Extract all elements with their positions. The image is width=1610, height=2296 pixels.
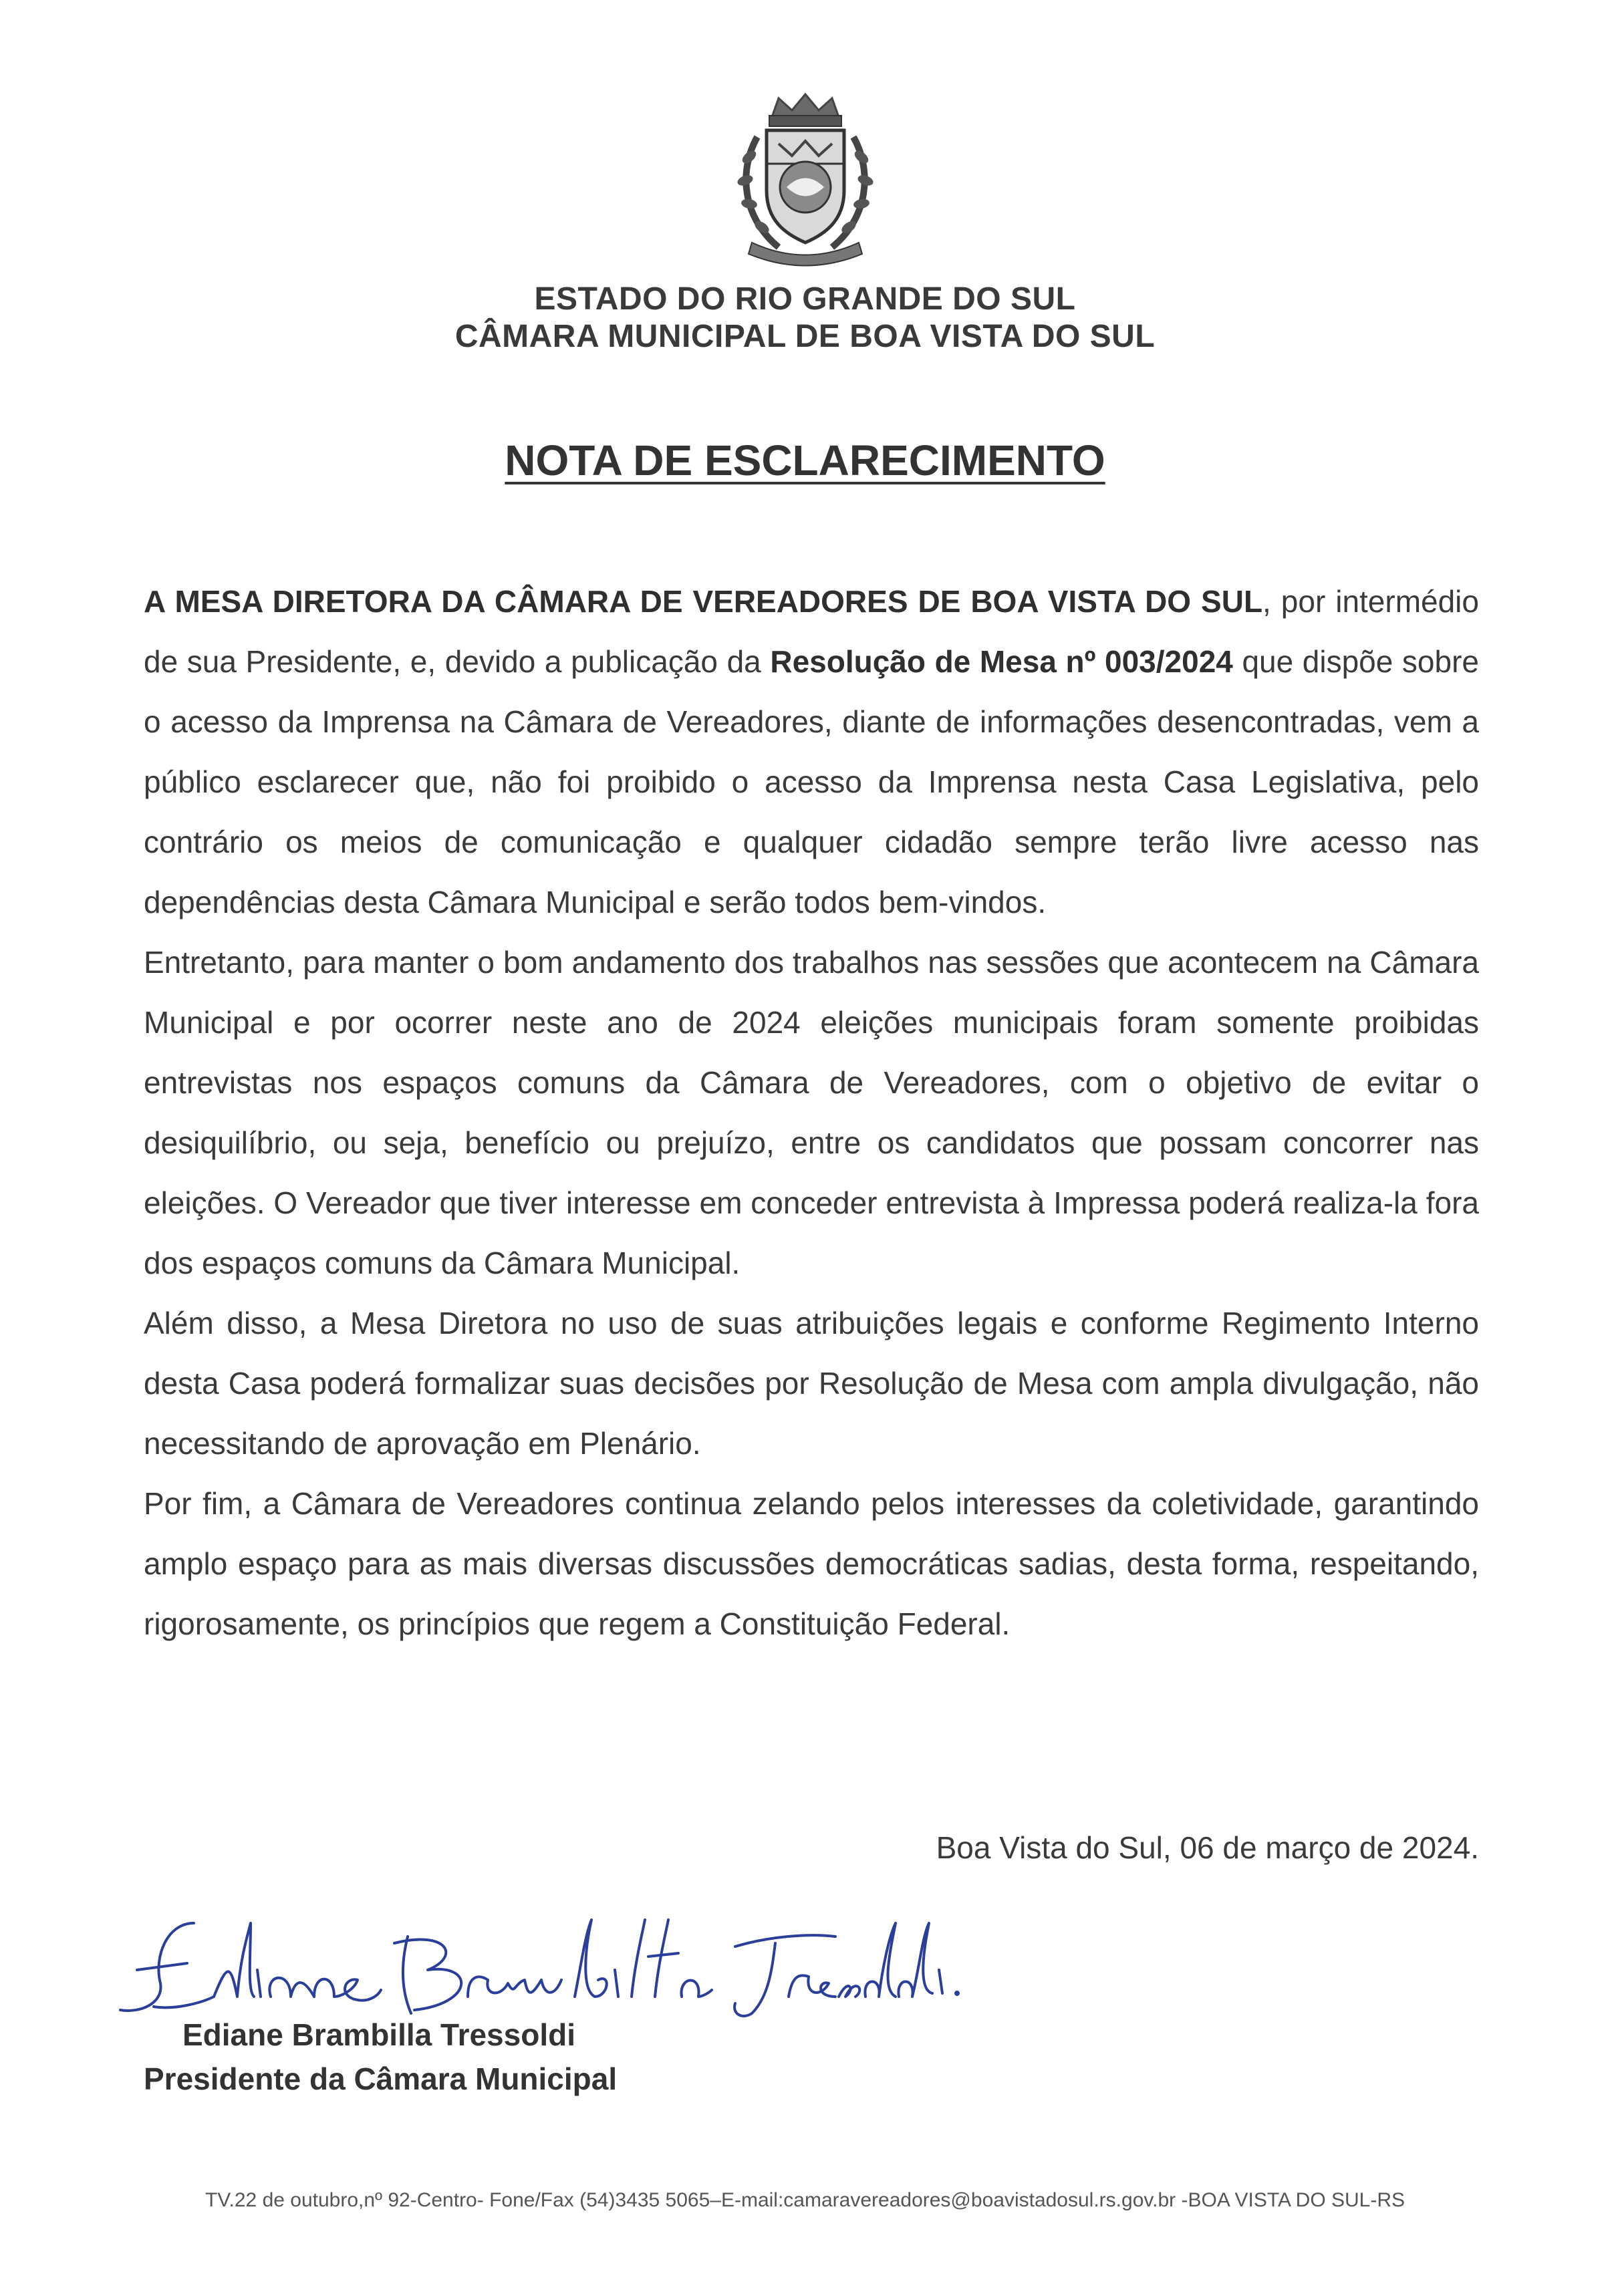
- paragraph-4: Por fim, a Câmara de Vereadores continua zelando pelos interesses da coletividade, garantindo amplo espaço para as mais diversas discussões democráticas sadias, desta forma, respeitando, rigorosamente, os princípios que regem a Constituição Federal.: [144, 1486, 1479, 1641]
- paragraph-1-text-a: , por intermédio de sua Presidente, e, devido a publicação da: [144, 584, 1479, 679]
- signatory-name: Ediane Brambilla Tressoldi: [182, 2017, 575, 2052]
- paragraph-3: Além disso, a Mesa Diretora no uso de suas atribuições legais e conforme Regimento Interno desta Casa poderá formalizar suas decisões por Resolução de Mesa com ampla divulgação, não necessitando de aprovação em Plenário.: [144, 1306, 1479, 1461]
- paragraph-1-text-b: que dispõe sobre o acesso da Imprensa na Câmara de Vereadores, diante de informações desencontradas, vem a público esclarecer que, não foi proibido o acesso da Imprensa nesta Casa Legislativa, pelo contrário os meios de comunicação e qualquer cidadão sempre terão livre acesso nas dependências desta Câmara Municipal e serão todos bem-vindos.: [144, 644, 1479, 919]
- document-date: Boa Vista do Sul, 06 de março de 2024.: [936, 1830, 1479, 1865]
- document-title-text: NOTA DE ESCLARECIMENTO: [505, 436, 1105, 484]
- header-chamber: CÂMARA MUNICIPAL DE BOA VISTA DO SUL: [454, 319, 1156, 354]
- municipal-coat-of-arms-icon: [725, 90, 886, 267]
- paragraph-2: Entretanto, para manter o bom andamento dos trabalhos nas sessões que acontecem na Câmara Municipal e por ocorrer neste ano de 2024 eleições municipais foram somente proibidas entrevistas nos espaços comuns da Câmara de Vereadores, com o objetivo de evitar o desiquilíbrio, ou seja, benefício ou prejuízo, entre os candidatos que possam concorrer nas eleições. O Vereador que tiver interesse em conceder entrevista à Impressa poderá realiza-la fora dos espaços comuns da Câmara Municipal.: [144, 945, 1479, 1280]
- document-title: [0, 436, 1610, 485]
- paragraph-1-bold-resolution: Resolução de Mesa nº 003/2024: [770, 644, 1233, 679]
- paragraph-1-bold-lead: A MESA DIRETORA DA CÂMARA DE VEREADORES DE BOA VISTA DO SUL: [144, 584, 1263, 619]
- signatory-role: Presidente da Câmara Municipal: [144, 2061, 618, 2096]
- handwritten-signature: [114, 1896, 982, 2037]
- header-state: ESTADO DO RIO GRANDE DO SUL: [534, 281, 1076, 317]
- paragraph-1: [144, 571, 1479, 932]
- document-body: [144, 571, 1479, 1654]
- footer-address: TV.22 de outubro,nº 92-Centro- Fone/Fax (54)3435 5065–E-mail:camaravereadores@boavistadosul.rs.gov.br -BOA VISTA DO SUL-RS: [205, 2189, 1405, 2211]
